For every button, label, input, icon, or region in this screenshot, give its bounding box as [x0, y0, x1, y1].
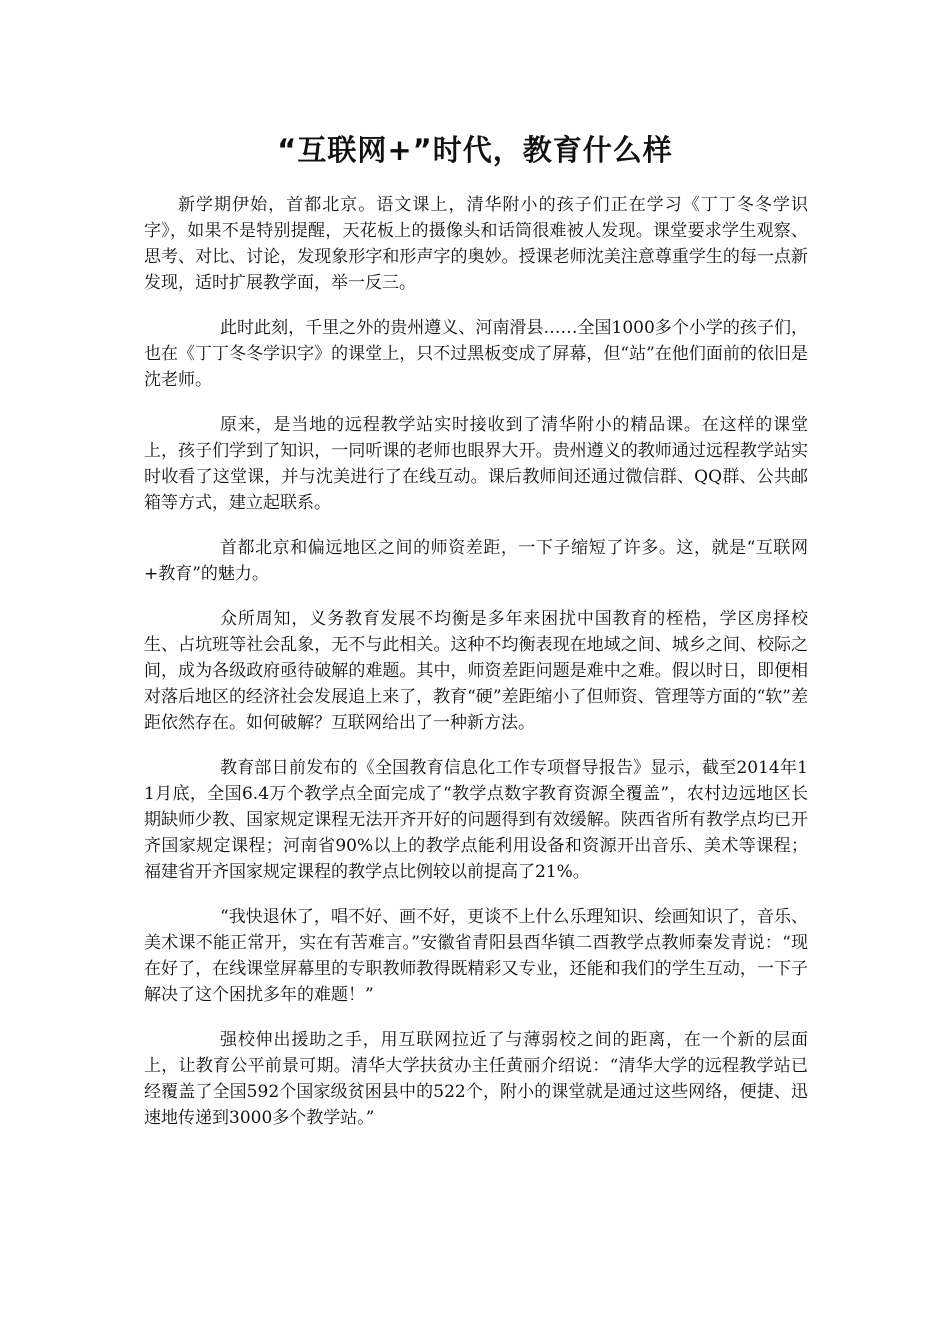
paragraph-5: 众所周知，义务教育发展不均衡是多年来困扰中国教育的桎梏，学区房择校生、占坑班等社会乱象，无不与此相关。这种不均衡表现在地域之间、城乡之间、校际之间，成为各级政府亟待破解的难题。其中，师资差距问题是难中之难。假以时日，即便相对落后地区的经济社会发展追上来了，教育“硬”差距缩小了但师资、管理等方面的“软”差距依然存在。如何破解？互联网给出了一种新方法。 [144, 609, 808, 733]
article-body [144, 192, 808, 1150]
paragraph-8: 强校伸出援助之手，用互联网拉近了与薄弱校之间的距离，在一个新的层面上，让教育公平前景可期。清华大学扶贫办主任黄丽介绍说：“清华大学的远程教学站已经覆盖了全国592个国家级贫困县中的522个，附小的课堂就是通过这些网络，便捷、迅速地传递到3000多个教学站。” [144, 1030, 808, 1128]
paragraph-7: “我快退休了，唱不好、画不好，更谈不上什么乐理知识、绘画知识了，音乐、美术课不能正常开，实在有苦难言。”安徽省青阳县酉华镇二酉教学点教师秦发青说：“现在好了，在线课堂屏幕里的专职教师教得既精彩又专业，还能和我们的学生互动，一下子解决了这个困扰多年的难题！” [144, 907, 808, 1005]
paragraph-1: 新学期伊始，首都北京。语文课上，清华附小的孩子们正在学习《丁丁冬冬学识字》，如果不是特别提醒，天花板上的摄像头和话筒很难被人发现。课堂要求学生观察、思考、对比、讨论，发现象形字和形声字的奥妙。授课老师沈美注意尊重学生的每一点新发现，适时扩展教学面，举一反三。 [144, 195, 808, 293]
paragraph-3: 原来，是当地的远程教学站实时接收到了清华附小的精品课。在这样的课堂上，孩子们学到了知识，一同听课的老师也眼界大开。贵州遵义的教师通过远程教学站实时收看了这堂课，并与沈美进行了在线互动。课后教师间还通过微信群、QQ群、公共邮箱等方式，建立起联系。 [144, 415, 808, 513]
article-title: “互联网+”时代，教育什么样 [277, 133, 673, 167]
paragraph-4: 首都北京和偏远地区之间的师资差距，一下子缩短了许多。这，就是“互联网+教育”的魅力。 [144, 538, 808, 584]
paragraph-6: 教育部日前发布的《全国教育信息化工作专项督导报告》显示，截至2014年11月底，全国6.4万个教学点全面完成了“教学点数字教育资源全覆盖”，农村边远地区长期缺师少教、国家规定课程无法开齐开好的问题得到有效缓解。陕西省所有教学点均已开齐国家规定课程；河南省90%以上的教学点能利用设备和资源开出音乐、美术等课程；福建省开齐国家规定课程的教学点比例较以前提高了21%。 [144, 758, 808, 882]
paragraph-2: 此时此刻，千里之外的贵州遵义、河南滑县……全国1000多个小学的孩子们，也在《丁丁冬冬学识字》的课堂上，只不过黑板变成了屏幕，但“站”在他们面前的依旧是沈老师。 [144, 318, 808, 390]
